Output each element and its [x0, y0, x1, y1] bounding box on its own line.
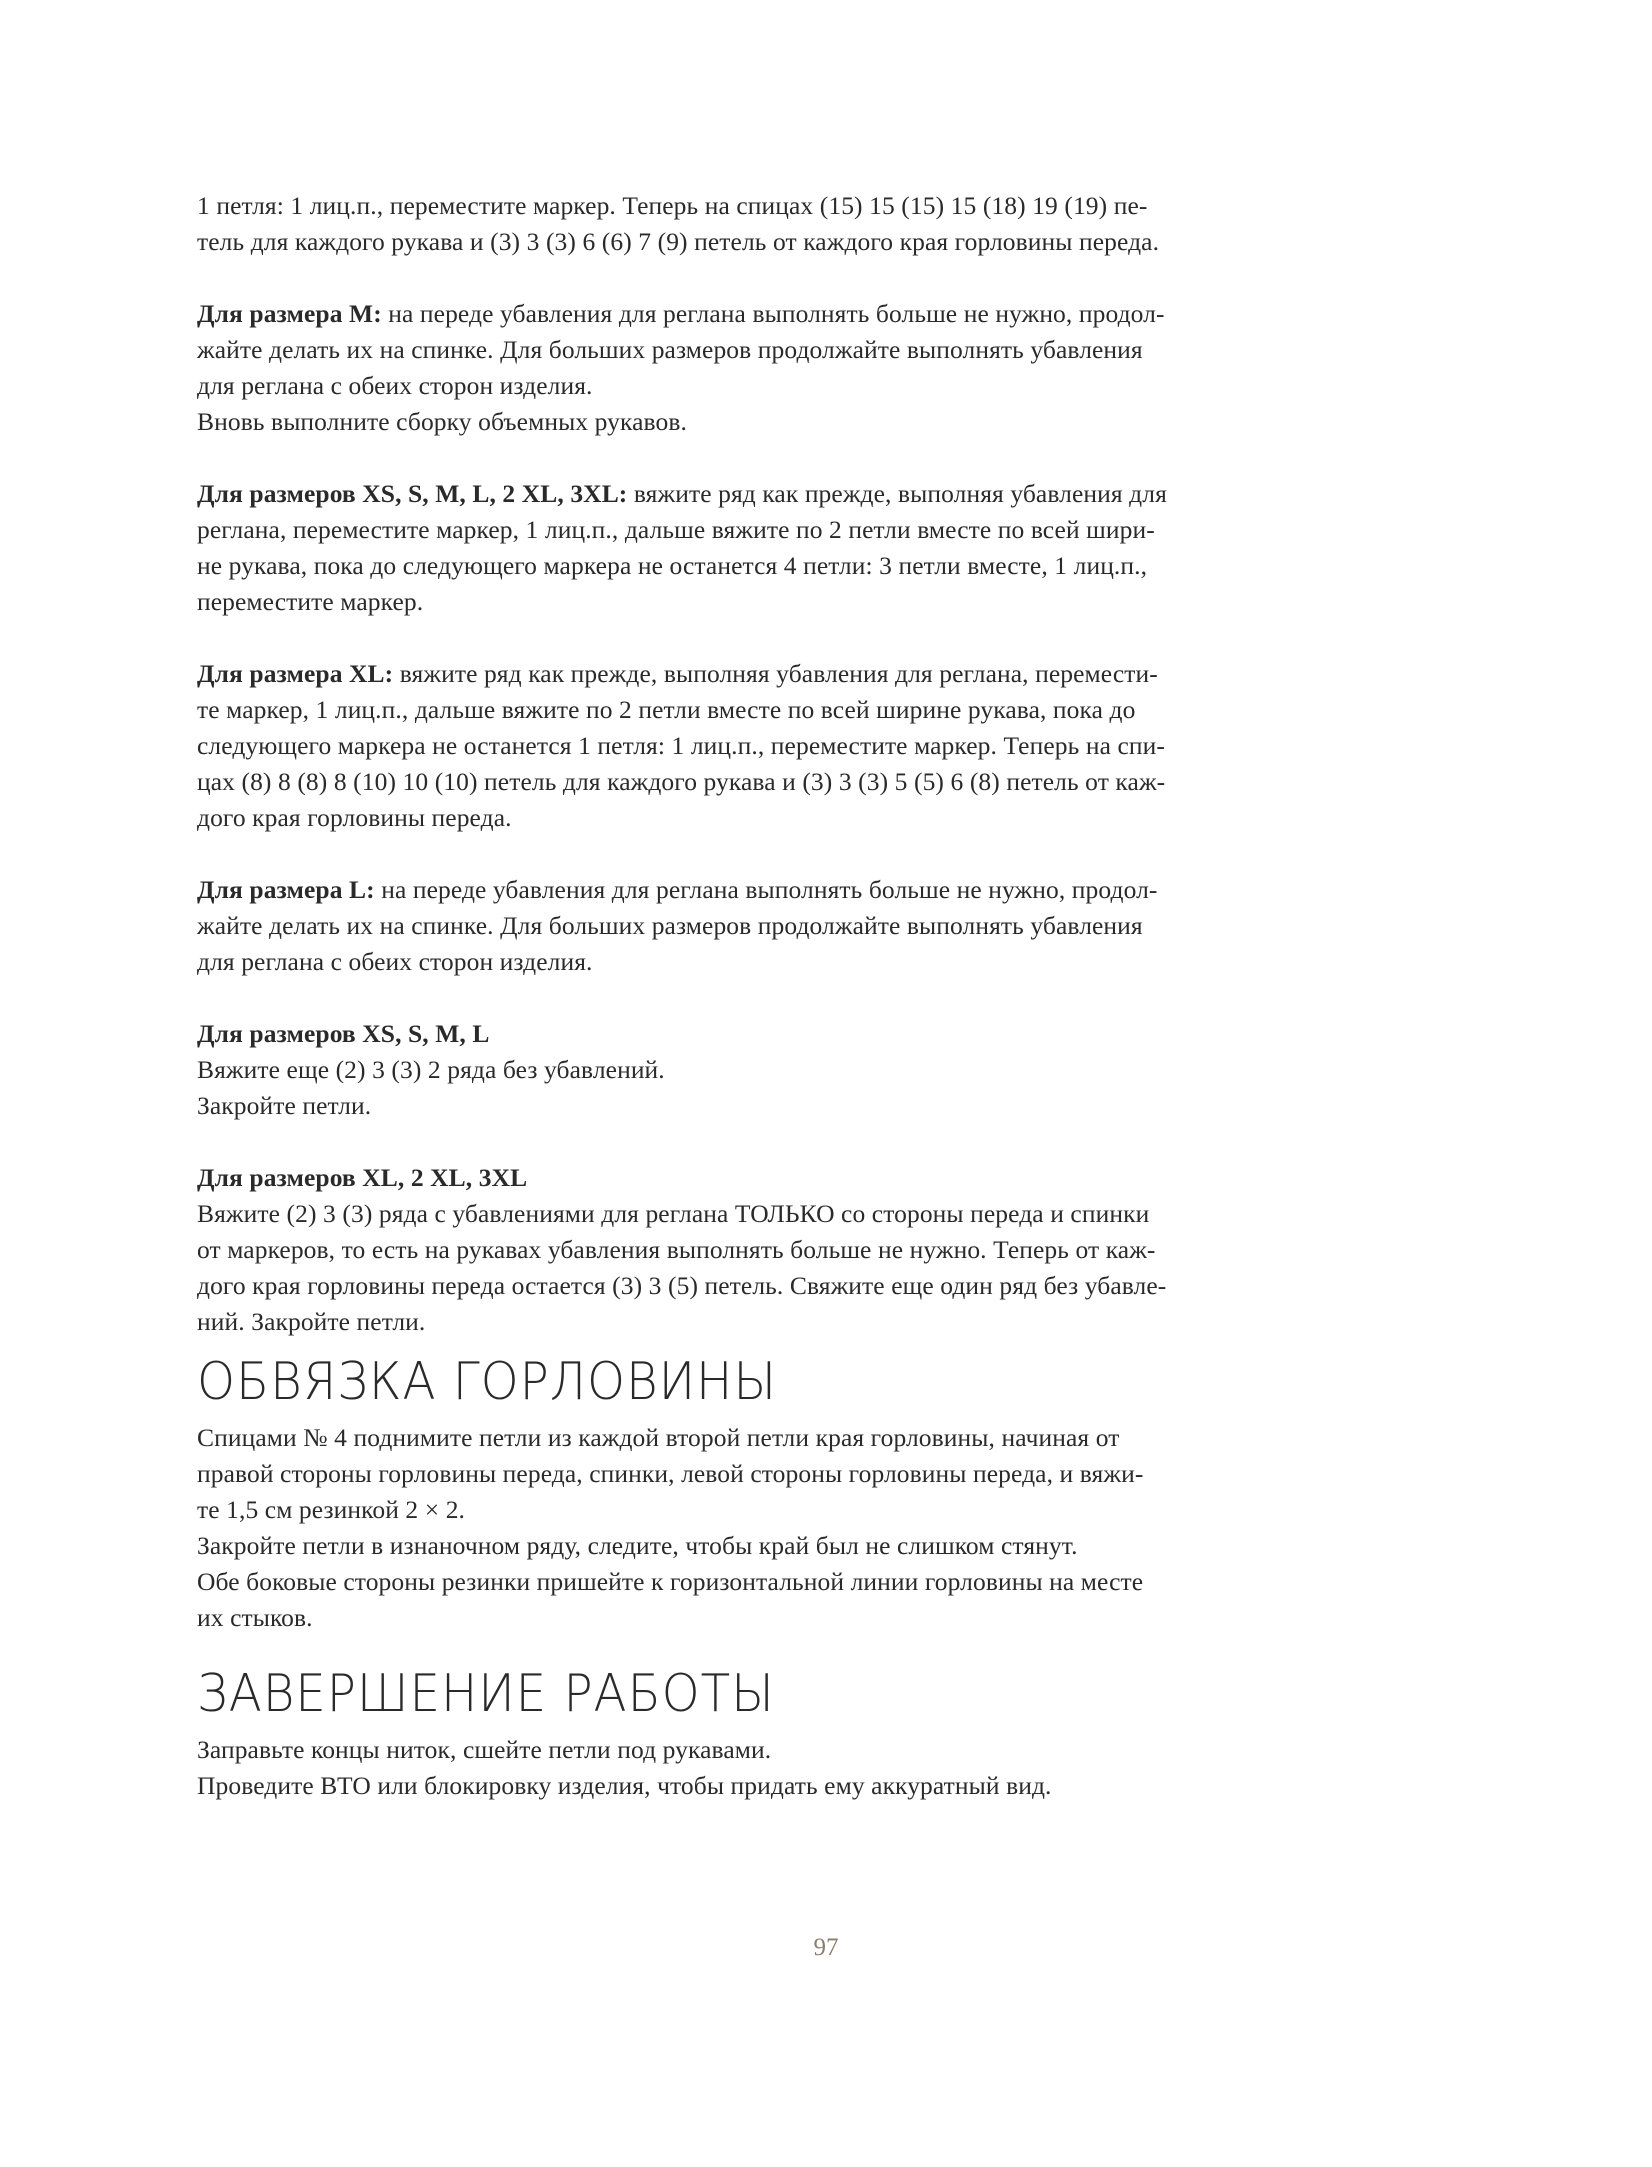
section-body-finishing: [197, 1732, 1397, 1804]
text-line: Для размера M: на переде убавления для реглана выполнять больше не нужно, продол-: [197, 299, 1165, 328]
text-line: Для размеров XL, 2 XL, 3XL: [197, 1163, 528, 1192]
text-line: цах (8) 8 (8) 8 (10) 10 (10) петель для каждого рукава и (3) 3 (3) 5 (5) 6 (8) петель от каж-: [197, 767, 1166, 796]
paragraph: [197, 188, 1397, 260]
text-line: Закройте петли.: [197, 1091, 372, 1120]
section-heading-finishing: ЗАВЕРШЕНИЕ РАБОТЫ: [197, 1664, 775, 1724]
paragraph-sizes-xs-3xl: [197, 476, 1397, 620]
text-line: Вяжите (2) 3 (3) ряда с убавлениями для реглана ТОЛЬКО со стороны переда и спинки: [197, 1199, 1150, 1228]
section-heading-neckline: ОБВЯЗКА ГОРЛОВИНЫ: [197, 1352, 777, 1412]
text-line: Обе боковые стороны резинки пришейте к горизонтальной линии горловины на месте: [197, 1567, 1144, 1596]
text-line: переместите маркер.: [197, 587, 424, 616]
text-line: Проведите ВТО или блокировку изделия, чтобы придать ему аккуратный вид.: [197, 1771, 1052, 1800]
text-line: дого края горловины переда остается (3) 3 (5) петель. Свяжите еще один ряд без убавле-: [197, 1271, 1167, 1300]
paragraph-size-l: [197, 872, 1397, 980]
page-content: [197, 188, 1397, 1804]
text-line: 1 петля: 1 лиц.п., переместите маркер. Теперь на спицах (15) 15 (15) 15 (18) 19 (19) пе-: [197, 191, 1148, 220]
paragraph-sizes-xl-3xl: [197, 1160, 1397, 1340]
text-line: Для размера L: на переде убавления для реглана выполнять больше не нужно, продол-: [197, 875, 1158, 904]
text-line: тель для каждого рукава и (3) 3 (3) 6 (6) 7 (9) петель от каждого края горловины переда.: [197, 227, 1160, 256]
text-line: жайте делать их на спинке. Для больших размеров продолжайте выполнять убавления: [197, 911, 1143, 940]
paragraph-sizes-xs-l: [197, 1016, 1397, 1124]
text-line: для реглана с обеих сторон изделия.: [197, 947, 593, 976]
text-line: ний. Закройте петли.: [197, 1307, 426, 1336]
text-line: Спицами № 4 поднимите петли из каждой второй петли края горловины, начиная от: [197, 1423, 1120, 1452]
section-body-neckline: [197, 1420, 1397, 1636]
text-line: Для размеров XS, S, M, L: [197, 1019, 490, 1048]
text-line: правой стороны горловины переда, спинки, левой стороны горловины переда, и вяжи-: [197, 1459, 1144, 1488]
text-line: Вяжите еще (2) 3 (3) 2 ряда без убавлений.: [197, 1055, 665, 1084]
text-line: Вновь выполните сборку объемных рукавов.: [197, 407, 687, 436]
text-line: реглана, переместите маркер, 1 лиц.п., дальше вяжите по 2 петли вместе по всей шири-: [197, 515, 1155, 544]
paragraph-size-xl: [197, 656, 1397, 836]
text-line: дого края горловины переда.: [197, 803, 512, 832]
text-line: те маркер, 1 лиц.п., дальше вяжите по 2 петли вместе по всей ширине рукава, пока до: [197, 695, 1136, 724]
text-line: от маркеров, то есть на рукавах убавления выполнять больше не нужно. Теперь от каж-: [197, 1235, 1156, 1264]
text-line: Для размеров XS, S, M, L, 2 XL, 3XL: вяжите ряд как прежде, выполняя убавления для: [197, 479, 1167, 508]
page-number: 97: [813, 1934, 839, 1961]
text-line: жайте делать их на спинке. Для больших размеров продолжайте выполнять убавления: [197, 335, 1143, 364]
text-line: следующего маркера не останется 1 петля: 1 лиц.п., переместите маркер. Теперь на спи-: [197, 731, 1165, 760]
text-line: те 1,5 см резинкой 2 × 2.: [197, 1495, 466, 1524]
text-line: Закройте петли в изнаночном ряду, следите, чтобы край был не слишком стянут.: [197, 1531, 1078, 1560]
text-line: для реглана с обеих сторон изделия.: [197, 371, 593, 400]
text-line: не рукава, пока до следующего маркера не останется 4 петли: 3 петли вместе, 1 лиц.п.,: [197, 551, 1148, 580]
paragraph-size-m: [197, 296, 1397, 440]
text-line: Заправьте концы ниток, сшейте петли под рукавами.: [197, 1735, 772, 1764]
text-line: их стыков.: [197, 1603, 313, 1632]
text-line: Для размера XL: вяжите ряд как прежде, выполняя убавления для реглана, перемести-: [197, 659, 1158, 688]
